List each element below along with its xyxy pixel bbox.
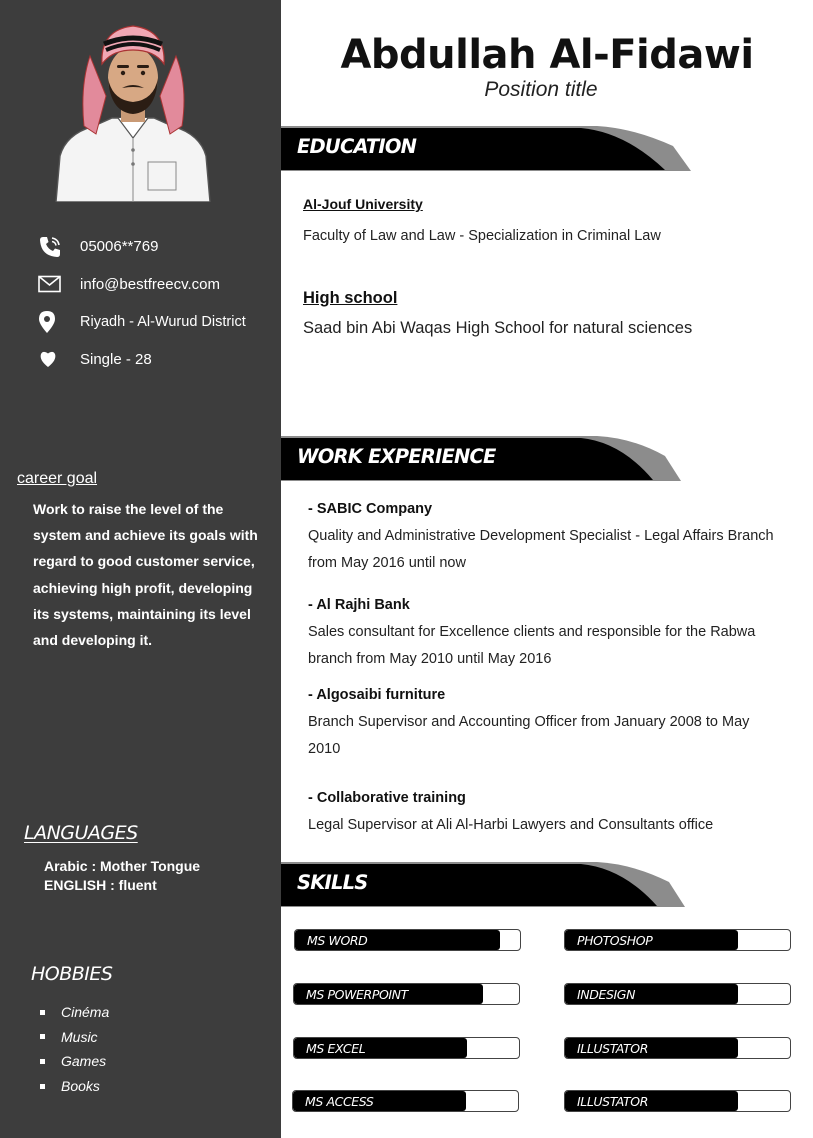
education-item-desc: Faculty of Law and Law - Specialization in Criminal Law	[303, 228, 661, 244]
education-heading: EDUCATION	[297, 135, 417, 158]
skill-label: MS WORD	[307, 933, 368, 948]
hobbies-list	[40, 1000, 109, 1098]
heart-icon	[38, 347, 66, 371]
skills-heading: SKILLS	[297, 871, 368, 894]
sidebar	[0, 0, 281, 1138]
job-desc: Legal Supervisor at Ali Al-Harbi Lawyers and Consultants office	[308, 817, 714, 833]
position-title: Position title	[484, 78, 598, 101]
skill-bar	[294, 929, 521, 951]
job-item	[308, 501, 778, 577]
skill-label: MS ACCESS	[305, 1094, 374, 1109]
contact-email	[38, 266, 278, 304]
language-item: ENGLISH : fluent	[44, 876, 157, 893]
avatar	[50, 16, 216, 202]
skill-label: ILLUSTATOR	[577, 1041, 648, 1056]
contact-list	[38, 228, 278, 378]
job-title: - Al Rajhi Bank	[308, 597, 410, 613]
job-desc: Sales consultant for Excellence clients and responsible for the Rabwa branch from May 2010 until May 2016	[308, 624, 756, 667]
job-title: - Collaborative training	[308, 790, 466, 806]
skill-bar	[292, 1090, 519, 1112]
skill-bar	[564, 1090, 791, 1112]
skill-label: MS POWERPOINT	[306, 987, 408, 1002]
location-icon	[38, 310, 66, 334]
skill-label: ILLUSTATOR	[577, 1094, 648, 1109]
job-desc: Branch Supervisor and Accounting Officer from January 2008 to May 2010	[308, 714, 750, 757]
job-title: - Algosaibi furniture	[308, 687, 446, 703]
education-item-desc: Saad bin Abi Waqas High School for natural sciences	[303, 319, 693, 337]
contact-phone	[38, 228, 278, 266]
job-item	[308, 687, 778, 763]
person-name: Abdullah Al-Fidawi	[340, 32, 754, 78]
contact-status	[38, 341, 278, 379]
email-address: info@bestfreecv.com	[80, 275, 221, 293]
skill-bar	[564, 983, 791, 1005]
job-desc: Quality and Administrative Development Specialist - Legal Affairs Branch from May 2016 until now	[308, 528, 774, 571]
hobbies-heading: HOBBIES	[31, 963, 113, 985]
job-item	[308, 597, 778, 673]
education-item-title: Al-Jouf University	[303, 196, 423, 212]
skill-label: PHOTOSHOP	[577, 933, 653, 948]
job-item	[308, 790, 778, 839]
skills-banner	[281, 862, 691, 910]
hobby-item: Books	[40, 1074, 109, 1099]
address: Riyadh - Al-Wurud District	[80, 313, 246, 330]
experience-heading: WORK EXPERIENCE	[297, 445, 496, 468]
job-title: - SABIC Company	[308, 501, 433, 517]
languages-heading: LANGUAGES	[24, 822, 138, 844]
hobby-item: Music	[40, 1025, 109, 1050]
skill-bar	[293, 983, 520, 1005]
language-item: Arabic : Mother Tongue	[44, 858, 201, 874]
skill-bar	[564, 1037, 791, 1059]
marital-status: Single - 28	[80, 350, 152, 368]
education-banner	[281, 126, 691, 174]
experience-banner	[281, 436, 691, 484]
languages-list	[44, 857, 200, 894]
hobby-item: Games	[40, 1049, 109, 1074]
skill-bar	[564, 929, 791, 951]
contact-address	[38, 303, 278, 341]
phone-number: 05006**769	[80, 238, 159, 256]
skill-label: INDESIGN	[577, 987, 636, 1002]
mail-icon	[38, 272, 66, 296]
education-item-title: High school	[303, 289, 398, 307]
career-goal-title: career goal	[17, 470, 98, 487]
hobby-item: Cinéma	[40, 1000, 109, 1025]
phone-icon	[38, 235, 66, 259]
skill-bar	[293, 1037, 520, 1059]
skill-label: MS EXCEL	[306, 1041, 366, 1056]
career-goal-text: Work to raise the level of the system and achieve its goals with regard to good customer service, achieving high profit, developing its systems, maintaining its level and developing it.	[33, 501, 258, 649]
